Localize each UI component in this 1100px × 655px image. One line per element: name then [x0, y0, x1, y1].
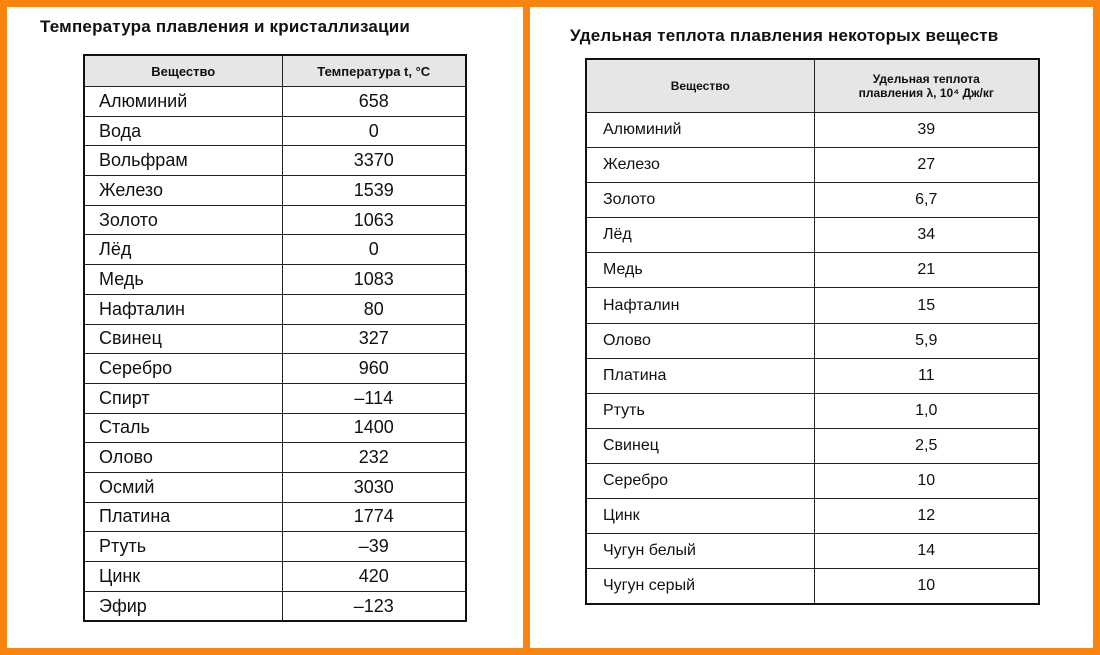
header-substance: Вещество [84, 55, 282, 87]
table-row [84, 443, 466, 473]
substance-value: 6,7 [814, 183, 1039, 218]
table-row [586, 463, 1039, 498]
substance-name: Эфир [84, 591, 282, 621]
substance-value: 10 [814, 569, 1039, 605]
table-row [84, 146, 466, 176]
substance-value: 34 [814, 218, 1039, 253]
substance-name: Золото [84, 205, 282, 235]
table-row [84, 591, 466, 621]
table-row [84, 205, 466, 235]
header-specific-heat [814, 59, 1039, 113]
substance-name: Серебро [84, 354, 282, 384]
table-row [586, 113, 1039, 148]
substance-name: Свинец [586, 428, 814, 463]
substance-value: 0 [282, 116, 466, 146]
table-row [84, 265, 466, 295]
table-row [84, 502, 466, 532]
table-row [586, 569, 1039, 605]
substance-name: Олово [84, 443, 282, 473]
substance-value: 1774 [282, 502, 466, 532]
substance-name: Осмий [84, 472, 282, 502]
substance-name: Платина [586, 358, 814, 393]
substance-name: Алюминий [84, 87, 282, 117]
substance-name: Спирт [84, 383, 282, 413]
substance-name: Сталь [84, 413, 282, 443]
substance-value: 1539 [282, 176, 466, 206]
header-temperature: Температура t, °C [282, 55, 466, 87]
table-row [84, 354, 466, 384]
table-row [586, 148, 1039, 183]
substance-value: 1,0 [814, 393, 1039, 428]
substance-value: 39 [814, 113, 1039, 148]
substance-value: –114 [282, 383, 466, 413]
substance-name: Алюминий [586, 113, 814, 148]
specific-heat-table [585, 58, 1040, 605]
table-row [586, 499, 1039, 534]
table-row [84, 532, 466, 562]
table-header-row [586, 59, 1039, 113]
substance-name: Вольфрам [84, 146, 282, 176]
substance-name: Цинк [84, 562, 282, 592]
table-row [586, 358, 1039, 393]
table-row [84, 294, 466, 324]
table-row [84, 413, 466, 443]
substance-name: Вода [84, 116, 282, 146]
melting-temperature-body [84, 87, 466, 622]
specific-heat-title: Удельная теплота плавления некоторых веществ [570, 26, 999, 45]
table-row [586, 393, 1039, 428]
substance-name: Лёд [84, 235, 282, 265]
substance-name: Медь [84, 265, 282, 295]
substance-name: Ртуть [586, 393, 814, 428]
substance-name: Платина [84, 502, 282, 532]
substance-value: 658 [282, 87, 466, 117]
substance-value: 232 [282, 443, 466, 473]
table-row [84, 235, 466, 265]
substance-name: Свинец [84, 324, 282, 354]
substance-value: 10 [814, 463, 1039, 498]
substance-name: Чугун серый [586, 569, 814, 605]
substance-value: –123 [282, 591, 466, 621]
substance-name: Цинк [586, 499, 814, 534]
table-row [84, 87, 466, 117]
panel-divider [523, 0, 530, 655]
table-row [84, 324, 466, 354]
substance-value: 80 [282, 294, 466, 324]
substance-value: 960 [282, 354, 466, 384]
substance-value: 1400 [282, 413, 466, 443]
table-row [84, 562, 466, 592]
melting-temperature-title: Температура плавления и кристаллизации [40, 17, 411, 36]
substance-name: Нафталин [84, 294, 282, 324]
specific-heat-body [586, 113, 1039, 605]
table-row [84, 116, 466, 146]
table-row [586, 288, 1039, 323]
table-row [84, 176, 466, 206]
substance-name: Нафталин [586, 288, 814, 323]
substance-value: 27 [814, 148, 1039, 183]
substance-name: Лёд [586, 218, 814, 253]
substance-value: 14 [814, 534, 1039, 569]
header-specific-heat-line2: плавления λ, 10⁴ Дж/кг [858, 86, 994, 100]
substance-value: 0 [282, 235, 466, 265]
substance-value: 1063 [282, 205, 466, 235]
substance-name: Ртуть [84, 532, 282, 562]
table-header-row [84, 55, 466, 87]
substance-value: 21 [814, 253, 1039, 288]
substance-value: 1083 [282, 265, 466, 295]
table-row [586, 183, 1039, 218]
substance-value: 420 [282, 562, 466, 592]
substance-value: 15 [814, 288, 1039, 323]
table-row [84, 472, 466, 502]
substance-name: Медь [586, 253, 814, 288]
table-row [586, 534, 1039, 569]
table-row [586, 218, 1039, 253]
melting-temperature-table [83, 54, 467, 622]
substance-value: 3370 [282, 146, 466, 176]
table-row [586, 253, 1039, 288]
substance-name: Чугун белый [586, 534, 814, 569]
table-row [84, 383, 466, 413]
substance-name: Железо [586, 148, 814, 183]
table-row [586, 323, 1039, 358]
header-specific-heat-line1: Удельная теплота [872, 72, 980, 86]
substance-value: 2,5 [814, 428, 1039, 463]
substance-value: 327 [282, 324, 466, 354]
substance-value: 3030 [282, 472, 466, 502]
substance-name: Олово [586, 323, 814, 358]
substance-value: 11 [814, 358, 1039, 393]
substance-name: Железо [84, 176, 282, 206]
substance-value: 12 [814, 499, 1039, 534]
substance-value: 5,9 [814, 323, 1039, 358]
substance-name: Серебро [586, 463, 814, 498]
substance-name: Золото [586, 183, 814, 218]
header-substance: Вещество [586, 59, 814, 113]
table-row [586, 428, 1039, 463]
substance-value: –39 [282, 532, 466, 562]
